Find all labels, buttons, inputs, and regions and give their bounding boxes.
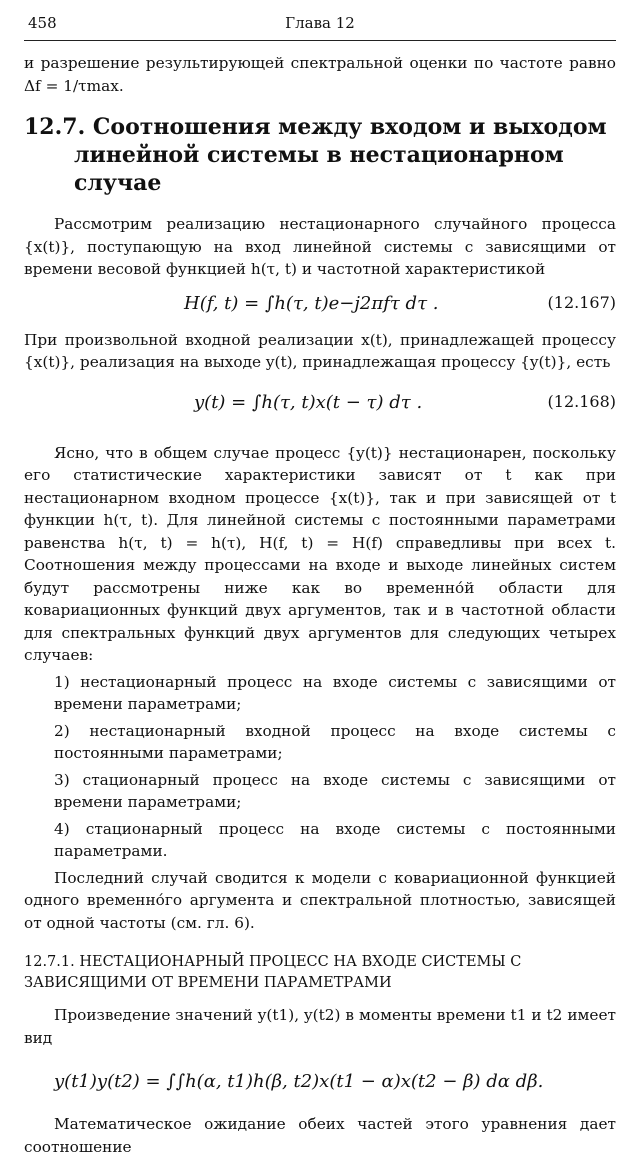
paragraph-2: При произвольной входной реализации x(t), принадлежащей процессу {x(t)}, реализация на выходе y(t), принадлежащая процессу {y(t)}, есть <box>24 330 616 371</box>
running-header <box>24 14 616 42</box>
page <box>24 14 616 1158</box>
equation-formula: H(f, t) = ∫h(τ, t)e−j2πfτ dτ . <box>184 292 439 314</box>
list-item: 2) нестационарный входной процесс на входе системы с постоянными параметрами; <box>54 721 616 762</box>
equation-product <box>24 1049 616 1113</box>
paragraph-6: Математическое ожидание обеих частей этого уравнения дает соотношение <box>24 1115 616 1156</box>
section-title: 12.7. Соотношения между входом и выходом линейной системы в нестационарном случае <box>24 114 607 196</box>
equation-number: (12.167) <box>547 292 616 312</box>
paragraph-1: Рассмотрим реализацию нестационарного случайного процесса {x(t)}, поступающую на вход линейной системы с зависящими от времени весовой функцией h(τ, t) и частотной характеристикой <box>24 215 616 278</box>
subsection-title: 12.7.1. НЕСТАЦИОНАРНЫЙ ПРОЦЕСС НА ВХОДЕ СИСТЕМЫ С ЗАВИСЯЩИМИ ОТ ВРЕМЕНИ ПАРАМЕТРАМИ <box>24 954 522 991</box>
list-item: 4) стационарный процесс на входе системы с постоянными параметрами. <box>54 819 616 860</box>
page-number: 458 <box>28 14 57 32</box>
paragraph-3: Ясно, что в общем случае процесс {y(t)} нестационарен, поскольку его статистические характеристики зависят от t как при нестационарном входном процессе {x(t)}, так и при зависящей от t функции h(τ, t). Для линейной системы с постоянными параметрами равенства h(τ, t) = h(τ), H(f, t) = H(f) справедливы при всех t. Соотношения между процессами на входе и выходе линейных систем будут рассмотрены ниже как во временно́й области для ковариационных функций двух аргументов, так и в частотной области для спектральных функций двух аргументов для следующих четырех случаев: <box>24 443 616 664</box>
equation-formula: y(t1)y(t2) = ∫∫h(α, t1)h(β, t2)x(t1 − α)x(t2 − β) dα dβ. <box>54 1071 544 1092</box>
paragraph-4: Последний случай сводится к модели с ковариационной функцией одного временно́го аргумента и спектральной плотностью, зависящей от одной частоты (см. гл. 6). <box>24 868 616 932</box>
equation-12-168 <box>24 374 616 434</box>
chapter-title: Глава 12 <box>285 14 355 32</box>
header-rule <box>24 40 616 41</box>
equation-12-167 <box>24 281 616 329</box>
equation-number: (12.168) <box>547 391 616 411</box>
intro-text: и разрешение результирующей спектральной оценки по частоте равно Δf = 1/τmax. <box>24 54 616 95</box>
paragraph-5: Произведение значений y(t1), y(t2) в моменты времени t1 и t2 имеет вид <box>24 1006 616 1047</box>
list-item: 1) нестационарный процесс на входе системы с зависящими от времени параметрами; <box>54 672 616 713</box>
list-item: 3) стационарный процесс на входе системы с зависящими от времени параметрами; <box>54 770 616 811</box>
equation-formula: y(t) = ∫h(τ, t)x(t − τ) dτ . <box>194 391 423 413</box>
